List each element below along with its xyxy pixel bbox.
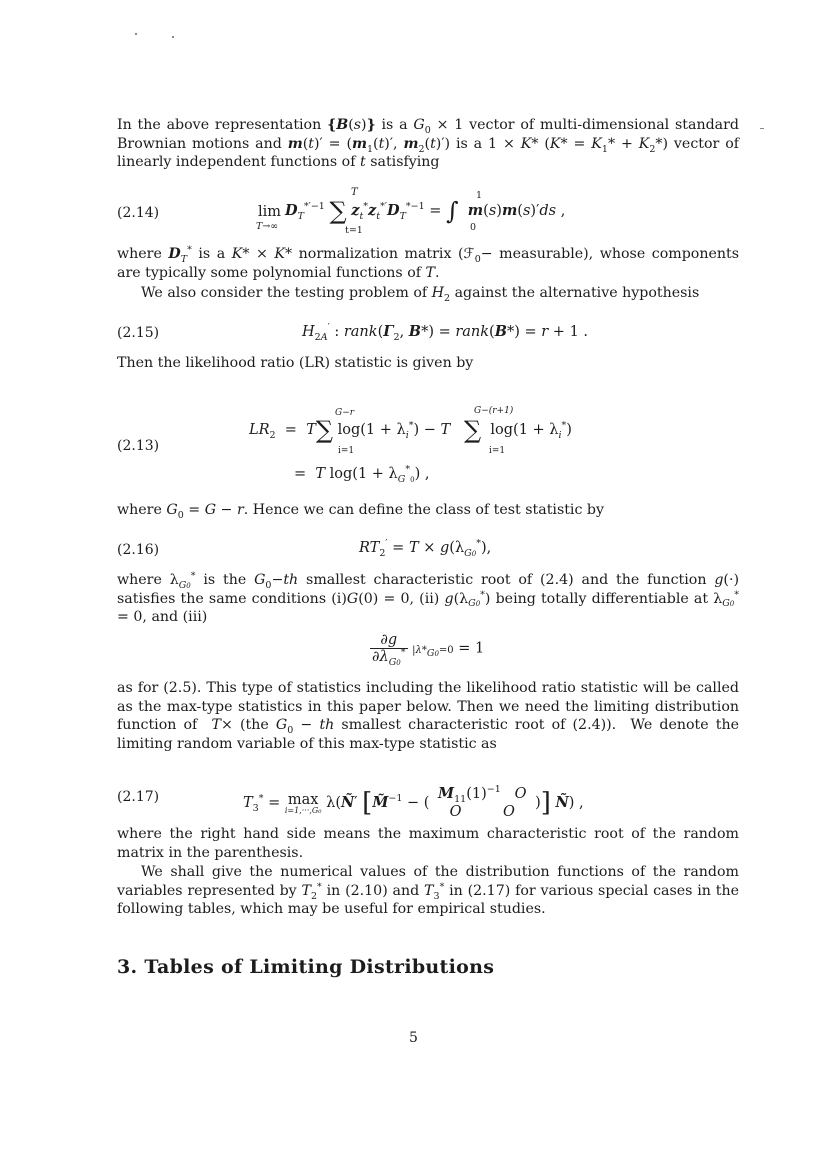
paragraph-max-type: as for (2.5). This type of statistics including the likelihood ratio statistic will be called as the max-type statistics in this paper below. Then we need the limiting distribution function of T× (the $G_0$ − th smallest characteristic root of (2.4)). We denote the limiting random variable of this max-type statistic as xyxy=(117,680,739,752)
paragraph-testing-problem: We also consider the testing problem of $H_2$ against the alternative hypothesis xyxy=(141,285,700,304)
derivative-fraction xyxy=(370,632,408,668)
max-subscript: i=1,···,G₀ xyxy=(284,806,322,815)
equation-2-16: $RT_2' = T \times g(\lambda_{G0}^*)$, xyxy=(359,538,492,559)
paragraph-intro: In the above representation {B(s)} is a $G_0 \times 1$ vector of multi-dimensional standard Brownian motions and $m(t)' = (m_1(t)'$, $m_2(t)'$) is a 1 × K* $(K* = K_1* + K_2*)$ vector of linearly independent functions of t satisfying xyxy=(117,117,740,171)
equation-label-2-17: (2.17) xyxy=(117,789,160,805)
scan-speck xyxy=(135,33,137,35)
equation-label-2-15: (2.15) xyxy=(117,325,160,341)
derivative-numerator: ∂g xyxy=(370,632,408,649)
max-operator: max xyxy=(287,792,319,808)
eq-2-14-sum-top: T xyxy=(351,187,358,198)
scan-speck xyxy=(172,36,174,38)
equation-2-14-body: $D_T^{*'-1}$ ∑ $z_t^*z_t^{*'}D_T^{*-1}$ = ∫ m(s)m(s)′ds , xyxy=(285,197,566,225)
eq-2-14-sum-bottom: t=1 xyxy=(345,225,363,236)
paragraph-numerical-values: We shall give the numerical values of the distribution functions of the random variables represented by $T_2^*$ in (2.10) and $T_3^*$ in (2.17) for various special cases in the following tables, which may be useful for empirical studies. xyxy=(117,864,739,918)
eq-2-14-int-top: 1 xyxy=(476,190,483,201)
eq-2-14-lim xyxy=(258,204,281,220)
equation-label-2-16: (2.16) xyxy=(117,542,160,558)
equation-2-17: $T_3^*$ = max i=1,···,G₀ λ(Ñ′ [M̃$^{-1}$ − ( $M_{11}(1)^{-1}$ O O O )] Ñ) , xyxy=(243,784,584,820)
eq-2-13-sum1-top: G−r xyxy=(335,408,355,418)
equation-2-15: $H_{2A}'$ : $rank(\Gamma_2$, B*) = rank(B*) = r + 1 . xyxy=(302,322,589,343)
eq-2-13-sum1-bottom: i=1 xyxy=(338,446,355,456)
paragraph-define-class: where $G_0 = G - r$. Hence we can define the class of test statistic by xyxy=(117,502,605,521)
equation-2-13-line2: = T $\log(1 + \lambda_G^*_0)$ , xyxy=(294,464,430,485)
scan-speck xyxy=(760,128,764,129)
equation-label-2-14: (2.14) xyxy=(117,205,160,221)
paragraph-rhs-meaning: where the right hand side means the maximum characteristic root of the random matrix in the parenthesis. xyxy=(117,826,739,861)
equation-derivative-condition: $\frac{\partial g}{\partial\lambda_{G0}^*}$ $|\lambda*_{G0}=0 = 1$ xyxy=(372,632,485,668)
derivative-denominator: $\partial\lambda_{G0}^*$ xyxy=(372,647,406,668)
eq-2-14-int-bottom: 0 xyxy=(470,222,477,233)
eq-2-13-sum2-top: G−(r+1) xyxy=(474,406,514,416)
section-heading: 3. Tables of Limiting Distributions xyxy=(117,956,495,978)
paragraph-normalization: where $D_T^*$ is a K* × K* normalization matrix (ℱ$_0$− measurable), whose components are typically some polynomial functions of T. xyxy=(117,244,739,281)
equation-2-13-line1: $LR_2 = T\sum$ $\log(1 + \lambda_i^*) - T$ ∑ $\log(1 + \lambda_i^*)$ xyxy=(249,416,572,444)
eq-2-14-lim-sub: T→∞ xyxy=(256,221,279,232)
derivative-value: = 1 xyxy=(458,640,485,657)
page-number: 5 xyxy=(409,1030,418,1046)
equation-label-2-13: (2.13) xyxy=(117,438,160,454)
paragraph-conditions: where $\lambda_{G0}^*$ is the $G_0-th$ smallest characteristic root of (2.4) and the function g(·) satisfies the same conditions (i)G(0) = 0, (ii) $g(\lambda_{G0}^*)$ being totally differentiable at $\lambda_{G0}^* = 0$, and (iii) xyxy=(117,570,740,626)
lim-text: lim xyxy=(258,204,282,220)
paragraph-lr-intro: Then the likelihood ratio (LR) statistic is given by xyxy=(117,355,474,371)
eq-2-13-sum2-bottom: i=1 xyxy=(489,446,506,456)
